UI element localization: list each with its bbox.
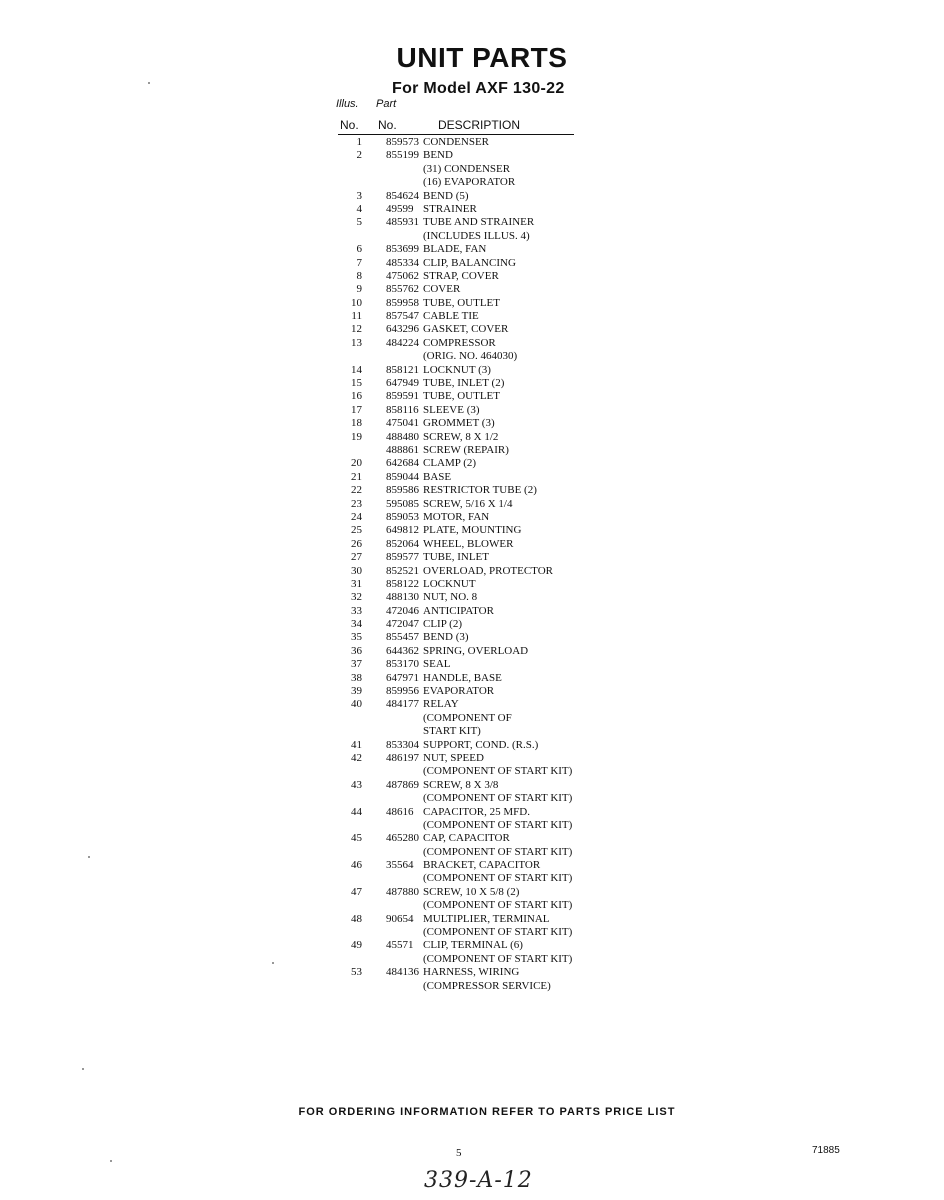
illus-no-cell: 2 bbox=[356, 149, 362, 162]
illus-no-cell: 8 bbox=[356, 269, 362, 282]
description-cell: (COMPONENT OF START KIT) bbox=[423, 872, 573, 885]
illus-no-cell: 44 bbox=[351, 805, 362, 818]
part-no-cell: 45571 bbox=[386, 939, 414, 952]
table-row bbox=[330, 431, 630, 444]
table-row bbox=[330, 685, 630, 698]
description-cell: BRACKET, CAPACITOR bbox=[423, 859, 541, 872]
description-cell: (31) CONDENSER bbox=[423, 162, 511, 175]
description-cell: (COMPONENT OF START KIT) bbox=[423, 926, 573, 939]
table-row bbox=[330, 297, 630, 310]
description-cell: CONDENSER bbox=[423, 136, 490, 148]
table-row bbox=[330, 323, 630, 336]
table-row bbox=[330, 457, 630, 470]
illus-no-cell: 13 bbox=[351, 336, 362, 349]
description-cell: SCREW, 8 X 1/2 bbox=[423, 430, 499, 443]
description-cell: NUT, SPEED bbox=[423, 751, 484, 764]
part-no-cell: 647971 bbox=[386, 671, 419, 684]
part-no-cell: 484224 bbox=[386, 336, 419, 349]
description-cell: GASKET, COVER bbox=[423, 323, 509, 336]
illus-no-cell: 23 bbox=[351, 497, 362, 510]
illus-no-cell: 38 bbox=[351, 671, 362, 684]
description-cell: SLEEVE (3) bbox=[423, 403, 480, 416]
part-no-cell: 48616 bbox=[386, 805, 414, 818]
scan-speck bbox=[272, 962, 274, 964]
illus-no-cell: 4 bbox=[356, 202, 362, 215]
description-cell: (COMPONENT OF START KIT) bbox=[423, 818, 573, 831]
description-cell: BEND (3) bbox=[423, 631, 469, 644]
part-no-cell: 475041 bbox=[386, 417, 419, 430]
description-cell: WHEEL, BLOWER bbox=[423, 537, 514, 550]
table-row bbox=[330, 819, 630, 832]
description-cell: BLADE, FAN bbox=[423, 243, 487, 256]
part-no-cell: 484136 bbox=[386, 966, 419, 979]
description-cell: LOCKNUT bbox=[423, 577, 476, 590]
part-no-cell: 35564 bbox=[386, 859, 414, 872]
part-no-cell: 487869 bbox=[386, 778, 419, 791]
table-row bbox=[330, 136, 630, 149]
illus-no-cell: 34 bbox=[351, 618, 362, 631]
description-cell: (COMPONENT OF START KIT) bbox=[423, 765, 573, 778]
part-no-cell: 488861 bbox=[386, 443, 419, 456]
table-row bbox=[330, 752, 630, 765]
description-cell: LOCKNUT (3) bbox=[423, 363, 491, 376]
description-cell: TUBE, INLET bbox=[423, 551, 489, 564]
description-cell: START KIT) bbox=[423, 725, 481, 738]
illus-no-cell: 30 bbox=[351, 564, 362, 577]
table-row bbox=[330, 498, 630, 511]
table-row bbox=[330, 565, 630, 578]
illus-no-cell: 41 bbox=[351, 738, 362, 751]
ordering-info-note: FOR ORDERING INFORMATION REFER TO PARTS PRICE LIST bbox=[298, 1106, 676, 1118]
description-cell: CLIP, TERMINAL (6) bbox=[423, 939, 523, 952]
illus-no-cell: 32 bbox=[351, 591, 362, 604]
table-row bbox=[330, 578, 630, 591]
description-cell: RESTRICTOR TUBE (2) bbox=[423, 484, 537, 497]
part-no-cell: 475062 bbox=[386, 269, 419, 282]
table-row bbox=[330, 605, 630, 618]
description-cell: (ORIG. NO. 464030) bbox=[423, 350, 518, 363]
illus-no-cell: 5 bbox=[356, 216, 362, 229]
illus-no-cell: 19 bbox=[351, 430, 362, 443]
table-row bbox=[330, 618, 630, 631]
illus-no-cell: 46 bbox=[351, 859, 362, 872]
description-cell: SCREW (REPAIR) bbox=[423, 443, 509, 456]
part-no-cell: 852521 bbox=[386, 564, 419, 577]
description-cell: SEAL bbox=[423, 658, 451, 671]
illus-no-cell: 26 bbox=[351, 537, 362, 550]
description-cell: CLIP, BALANCING bbox=[423, 256, 516, 269]
description-cell: CAPACITOR, 25 MFD. bbox=[423, 805, 530, 818]
description-cell: CLIP (2) bbox=[423, 618, 463, 631]
description-cell: SPRING, OVERLOAD bbox=[423, 644, 529, 657]
page-title: UNIT PARTS bbox=[396, 42, 568, 73]
part-no-cell: 642684 bbox=[386, 457, 419, 470]
table-row bbox=[330, 846, 630, 859]
description-header: DESCRIPTION bbox=[438, 118, 521, 132]
part-no-cell: 857547 bbox=[386, 310, 419, 323]
illus-no-cell: 45 bbox=[351, 832, 362, 845]
table-row bbox=[330, 859, 630, 872]
illus-no-cell: 39 bbox=[351, 685, 362, 698]
table-row bbox=[330, 779, 630, 792]
part-no-cell: 859586 bbox=[386, 484, 419, 497]
table-row bbox=[330, 980, 630, 993]
table-row bbox=[330, 176, 630, 189]
illus-no-cell: 40 bbox=[351, 698, 362, 711]
table-row bbox=[330, 364, 630, 377]
description-cell: SCREW, 8 X 3/8 bbox=[423, 778, 499, 791]
part-no-cell: 853170 bbox=[386, 658, 419, 671]
table-row bbox=[330, 886, 630, 899]
part-no-cell: 472047 bbox=[386, 618, 419, 631]
handwritten-code: 339-A-12 bbox=[424, 1168, 533, 1193]
description-cell: COVER bbox=[423, 283, 461, 296]
table-row bbox=[330, 631, 630, 644]
table-row bbox=[330, 471, 630, 484]
description-cell: EVAPORATOR bbox=[423, 685, 495, 698]
part-no-cell: 647949 bbox=[386, 377, 419, 390]
table-row bbox=[330, 484, 630, 497]
parts-table bbox=[330, 136, 630, 993]
table-row bbox=[330, 953, 630, 966]
description-cell: NUT, NO. 8 bbox=[423, 591, 478, 604]
table-row bbox=[330, 832, 630, 845]
table-row bbox=[330, 257, 630, 270]
part-no-cell: 643296 bbox=[386, 323, 419, 336]
table-row bbox=[330, 966, 630, 979]
illus-no-header: No. bbox=[340, 118, 359, 132]
description-cell: (COMPONENT OF START KIT) bbox=[423, 792, 573, 805]
illus-no-cell: 14 bbox=[351, 363, 362, 376]
table-row bbox=[330, 645, 630, 658]
table-row bbox=[330, 230, 630, 243]
table-row bbox=[330, 270, 630, 283]
description-cell: MULTIPLIER, TERMINAL bbox=[423, 912, 550, 925]
table-row bbox=[330, 377, 630, 390]
scan-speck bbox=[110, 1160, 112, 1162]
description-cell: PLATE, MOUNTING bbox=[423, 524, 522, 537]
illus-no-cell: 21 bbox=[351, 470, 362, 483]
illus-no-cell: 27 bbox=[351, 551, 362, 564]
scan-speck bbox=[148, 82, 150, 84]
document-number: 71885 bbox=[812, 1145, 840, 1156]
table-row bbox=[330, 404, 630, 417]
table-row bbox=[330, 444, 630, 457]
part-no-cell: 859573 bbox=[386, 136, 419, 148]
part-no-cell: 859956 bbox=[386, 685, 419, 698]
illus-no-cell: 20 bbox=[351, 457, 362, 470]
illus-no-cell: 6 bbox=[356, 243, 362, 256]
illus-no-cell: 24 bbox=[351, 510, 362, 523]
description-cell: TUBE, OUTLET bbox=[423, 390, 500, 403]
illus-no-cell: 49 bbox=[351, 939, 362, 952]
table-row bbox=[330, 551, 630, 564]
illus-no-cell: 16 bbox=[351, 390, 362, 403]
table-row bbox=[330, 524, 630, 537]
scan-speck bbox=[88, 856, 90, 858]
table-row bbox=[330, 899, 630, 912]
illus-no-cell: 36 bbox=[351, 644, 362, 657]
description-cell: OVERLOAD, PROTECTOR bbox=[423, 564, 553, 577]
part-no-cell: 853699 bbox=[386, 243, 419, 256]
table-row bbox=[330, 190, 630, 203]
table-row bbox=[330, 243, 630, 256]
illus-no-cell: 42 bbox=[351, 751, 362, 764]
description-cell: (COMPONENT OF START KIT) bbox=[423, 899, 573, 912]
part-no-cell: 859958 bbox=[386, 296, 419, 309]
description-cell: (16) EVAPORATOR bbox=[423, 176, 516, 189]
table-row bbox=[330, 806, 630, 819]
illus-no-cell: 47 bbox=[351, 885, 362, 898]
description-cell: CABLE TIE bbox=[423, 310, 479, 323]
part-no-cell: 484177 bbox=[386, 698, 419, 711]
illus-no-cell: 7 bbox=[356, 256, 362, 269]
part-no-header: No. bbox=[378, 118, 397, 132]
table-row bbox=[330, 538, 630, 551]
illus-no-cell: 9 bbox=[356, 283, 362, 296]
description-cell: SCREW, 5/16 X 1/4 bbox=[423, 497, 513, 510]
part-no-cell: 855199 bbox=[386, 149, 419, 162]
part-no-cell: 859053 bbox=[386, 510, 419, 523]
description-cell: TUBE, INLET (2) bbox=[423, 377, 505, 390]
table-row bbox=[330, 350, 630, 363]
description-cell: HANDLE, BASE bbox=[423, 671, 502, 684]
page-number: 5 bbox=[456, 1147, 462, 1159]
description-cell: SCREW, 10 X 5/8 (2) bbox=[423, 885, 520, 898]
description-cell: RELAY bbox=[423, 698, 459, 711]
description-cell: TUBE, OUTLET bbox=[423, 296, 500, 309]
description-cell: (COMPONENT OF START KIT) bbox=[423, 952, 573, 965]
description-cell: (COMPONENT OF bbox=[423, 711, 512, 724]
illus-header-label: Illus. bbox=[336, 98, 359, 110]
illus-no-cell: 10 bbox=[351, 296, 362, 309]
illus-no-cell: 25 bbox=[351, 524, 362, 537]
part-no-cell: 595085 bbox=[386, 497, 419, 510]
table-row bbox=[330, 310, 630, 323]
part-no-cell: 90654 bbox=[386, 912, 414, 925]
part-no-cell: 858122 bbox=[386, 577, 419, 590]
table-row bbox=[330, 739, 630, 752]
part-no-cell: 855762 bbox=[386, 283, 419, 296]
part-no-cell: 858116 bbox=[386, 403, 419, 416]
part-no-cell: 485931 bbox=[386, 216, 419, 229]
illus-no-cell: 1 bbox=[356, 136, 362, 148]
table-row bbox=[330, 725, 630, 738]
description-cell: GROMMET (3) bbox=[423, 417, 495, 430]
illus-no-cell: 3 bbox=[356, 189, 362, 202]
part-no-cell: 854624 bbox=[386, 189, 419, 202]
illus-no-cell: 43 bbox=[351, 778, 362, 791]
description-cell: STRAP, COVER bbox=[423, 269, 499, 282]
description-cell: COMPRESSOR bbox=[423, 336, 496, 349]
description-cell: (COMPONENT OF START KIT) bbox=[423, 845, 573, 858]
part-no-cell: 465280 bbox=[386, 832, 419, 845]
table-row bbox=[330, 913, 630, 926]
illus-no-cell: 33 bbox=[351, 604, 362, 617]
description-cell: STRAINER bbox=[423, 202, 477, 215]
part-no-cell: 858121 bbox=[386, 363, 419, 376]
table-row bbox=[330, 337, 630, 350]
illus-no-cell: 31 bbox=[351, 577, 362, 590]
description-cell: (INCLUDES ILLUS. 4) bbox=[423, 229, 530, 242]
table-row bbox=[330, 712, 630, 725]
illus-no-cell: 18 bbox=[351, 417, 362, 430]
illus-no-cell: 11 bbox=[351, 310, 362, 323]
table-row bbox=[330, 939, 630, 952]
illus-no-cell: 35 bbox=[351, 631, 362, 644]
part-no-cell: 649812 bbox=[386, 524, 419, 537]
description-cell: HARNESS, WIRING bbox=[423, 966, 520, 979]
table-row bbox=[330, 926, 630, 939]
part-no-cell: 487880 bbox=[386, 885, 419, 898]
description-cell: ANTICIPATOR bbox=[423, 604, 494, 617]
table-row bbox=[330, 283, 630, 296]
illus-no-cell: 48 bbox=[351, 912, 362, 925]
description-cell: CLAMP (2) bbox=[423, 457, 477, 470]
table-row bbox=[330, 216, 630, 229]
model-subtitle: For Model AXF 130-22 bbox=[392, 80, 565, 97]
description-cell: BEND (5) bbox=[423, 189, 469, 202]
part-no-cell: 852064 bbox=[386, 537, 419, 550]
table-row bbox=[330, 792, 630, 805]
illus-no-cell: 12 bbox=[351, 323, 362, 336]
table-row bbox=[330, 591, 630, 604]
part-no-cell: 855457 bbox=[386, 631, 419, 644]
part-no-cell: 488480 bbox=[386, 430, 419, 443]
part-no-cell: 472046 bbox=[386, 604, 419, 617]
table-row bbox=[330, 672, 630, 685]
part-no-cell: 859591 bbox=[386, 390, 419, 403]
part-no-cell: 485334 bbox=[386, 256, 419, 269]
table-row bbox=[330, 417, 630, 430]
description-cell: BASE bbox=[423, 470, 452, 483]
table-row bbox=[330, 149, 630, 162]
part-no-cell: 859044 bbox=[386, 470, 419, 483]
scan-speck bbox=[82, 1068, 84, 1070]
description-cell: SUPPORT, COND. (R.S.) bbox=[423, 738, 539, 751]
description-cell: CAP, CAPACITOR bbox=[423, 832, 510, 845]
part-no-cell: 486197 bbox=[386, 751, 419, 764]
table-row bbox=[330, 698, 630, 711]
illus-no-cell: 17 bbox=[351, 403, 362, 416]
description-cell: BEND bbox=[423, 149, 453, 162]
part-no-cell: 49599 bbox=[386, 202, 414, 215]
description-cell: (COMPRESSOR SERVICE) bbox=[423, 979, 551, 992]
illus-no-cell: 15 bbox=[351, 377, 362, 390]
description-cell: TUBE AND STRAINER bbox=[423, 216, 535, 229]
table-row bbox=[330, 765, 630, 778]
part-header-label: Part bbox=[376, 98, 397, 110]
illus-no-cell: 53 bbox=[351, 966, 362, 979]
table-row bbox=[330, 390, 630, 403]
part-no-cell: 859577 bbox=[386, 551, 419, 564]
table-row bbox=[330, 203, 630, 216]
table-row bbox=[330, 163, 630, 176]
table-header bbox=[338, 118, 574, 135]
table-row bbox=[330, 872, 630, 885]
part-no-cell: 488130 bbox=[386, 591, 419, 604]
description-cell: MOTOR, FAN bbox=[423, 510, 490, 523]
table-row bbox=[330, 511, 630, 524]
part-no-cell: 853304 bbox=[386, 738, 419, 751]
illus-no-cell: 22 bbox=[351, 484, 362, 497]
part-no-cell: 644362 bbox=[386, 644, 419, 657]
illus-no-cell: 37 bbox=[351, 658, 362, 671]
table-row bbox=[330, 658, 630, 671]
